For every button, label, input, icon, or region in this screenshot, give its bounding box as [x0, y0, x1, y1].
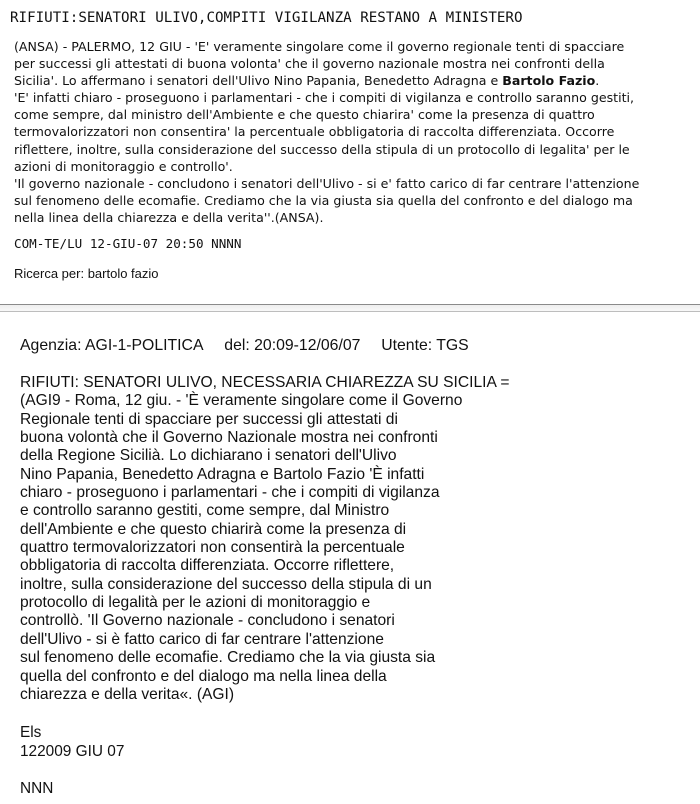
agi-line: della Regione Sicilià. Lo dichiarano i senatori dell'Ulivo — [20, 447, 397, 465]
agi-line: dell'Ulivo - si è fatto carico di far centrare l'attenzione — [20, 630, 384, 648]
ansa-line: per successi gli attestati di buona volonta' che il governo nazionale mostra nei confronti della — [14, 56, 605, 72]
agi-line: quattro termovalorizzatori non consentirà la percentuale — [20, 539, 405, 557]
date-label: del: 20:09-12/06/07 — [224, 337, 361, 354]
agi-line: inoltre, sulla considerazione del successo della stipula di un — [20, 575, 432, 593]
agi-line: sul fenomeno delle ecomafie. Crediamo che la via giusta sia — [20, 649, 436, 667]
ansa-line: riflettere, inoltre, sulla considerazione del successo della stipula di un protocollo di legalita' per le — [14, 141, 630, 157]
ansa-line: azioni di monitoraggio e controllo'. — [14, 158, 233, 174]
highlighted-name: Bartolo Fazio — [502, 73, 596, 89]
ansa-dateline: COM-TE/LU 12-GIU-07 20:50 NNNN — [14, 236, 242, 251]
agi-line: protocollo di legalità per le azioni di monitoraggio e — [20, 594, 371, 612]
agi-line: (AGI9 - Roma, 12 giu. - 'È veramente singolare come il Governo — [20, 392, 463, 410]
ansa-line: termovalorizzatori non consentira' la percentuale obbligatoria di raccolta differenziata. Occorre — [14, 124, 615, 140]
ansa-line: sul fenomeno delle ecomafie. Crediamo che la via giusta sia quella del confronto e del dialogo ma — [14, 192, 633, 208]
ansa-line: 'E' infatti chiaro - proseguono i parlamentari - che i compiti di vigilanza e controllo saranno gestiti, — [14, 90, 635, 106]
ansa-line: come sempre, dal ministro dell'Ambiente e che questo chiarira' come la presenza di quattro — [14, 107, 595, 123]
agency-label: Agenzia: AGI-1-POLITICA — [20, 337, 204, 354]
agi-signature: Els — [20, 724, 42, 741]
agi-header — [20, 337, 469, 355]
agi-line: chiaro - proseguono i parlamentari - che i compiti di vigilanza — [20, 484, 440, 502]
agi-line: obbligatoria di raccolta differenziata. Occorre riflettere, — [20, 557, 395, 575]
agi-line: controllò. 'Il Governo nazionale - concludono i senatori — [20, 612, 395, 630]
ansa-line: (ANSA) - PALERMO, 12 GIU - 'E' veramente singolare come il governo regionale tenti di spacciare — [14, 39, 625, 54]
search-query-label: Ricerca per: bartolo fazio — [14, 266, 159, 281]
ansa-article-body — [14, 38, 690, 226]
clipping-separator — [0, 304, 700, 312]
agi-dateline: 122009 GIU 07 — [20, 742, 125, 760]
agi-line: RIFIUTI: SENATORI ULIVO, NECESSARIA CHIAREZZA SU SICILIA = — [20, 374, 510, 391]
agi-line: e controllo saranno gestiti, come sempre, dal Ministro — [20, 502, 390, 520]
ansa-line-suffix: . — [595, 73, 600, 89]
agi-line: Nino Papania, Benedetto Adragna e Bartolo Fazio 'È infatti — [20, 465, 425, 483]
agi-footer — [20, 724, 124, 761]
agi-line: buona volontà che il Governo Nazionale mostra nei confronti — [20, 429, 438, 447]
ansa-line — [14, 72, 690, 89]
agi-line: quella del confronto e del dialogo ma nella linea della — [20, 667, 387, 685]
agi-line: Regionale tenti di spacciare per successi gli attestati di — [20, 410, 398, 428]
ansa-line-text: Sicilia'. Lo affermano i senatori dell'Ulivo Nino Papania, Benedetto Adragna e — [14, 73, 499, 89]
user-label: Utente: TGS — [381, 337, 469, 354]
ansa-headline: RIFIUTI:SENATORI ULIVO,COMPITI VIGILANZA RESTANO A MINISTERO — [10, 10, 523, 26]
agi-article-body — [20, 374, 540, 704]
agi-line: dell'Ambiente e che questo chiarirà come la presenza di — [20, 520, 407, 538]
ansa-line: nella linea della chiarezza e della verita''.(ANSA). — [14, 209, 324, 225]
agi-line: chiarezza e della verita«. (AGI) — [20, 685, 235, 703]
ansa-clipping — [0, 0, 700, 300]
ansa-line: 'Il governo nazionale - concludono i senatori dell'Ulivo - si e' fatto carico di far centrare l'attenzione — [14, 175, 640, 191]
agi-end-marker: NNN — [20, 780, 54, 797]
